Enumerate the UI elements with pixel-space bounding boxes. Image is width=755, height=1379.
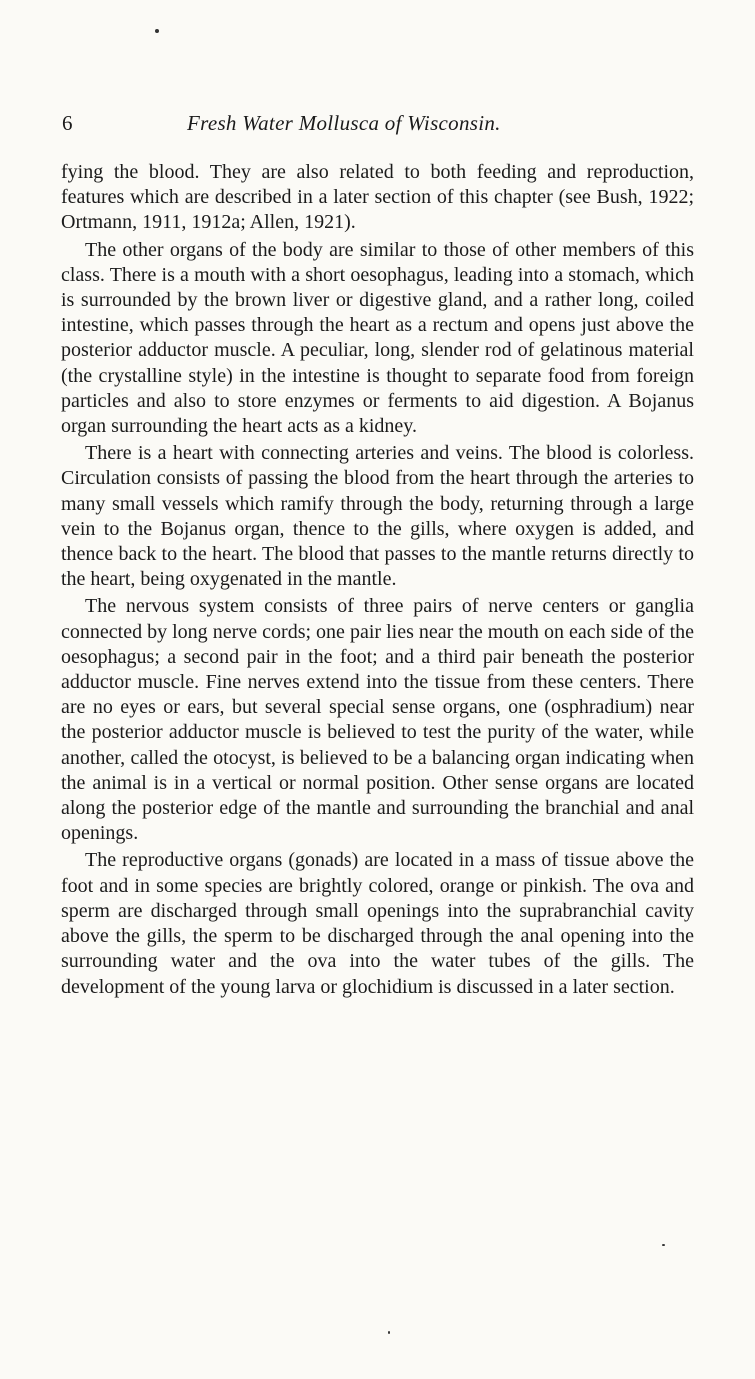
paragraph-nervous-system: The nervous system consists of three pairs of nerve centers or ganglia connected by long nerve cords; one pair lies near the mouth on each side of the oesophagus; a second pair in the foot; and a third pair beneath the posterior adductor muscle. Fine nerves extend into the tissue from these centers. There are no eyes or ears, but several special sense organs, one (osphradium) near the posterior adductor muscle is believed to test the purity of the water, while another, called the otocyst, is believed to be a balancing organ indicating when the animal is in a vertical or normal position. Other sense organs are located along the posterior edge of the mantle and surrounding the branchial and anal openings. xyxy=(61,595,694,845)
paragraph-other-organs: The other organs of the body are similar to those of other members of this class. There is a mouth with a short oesophagus, leading into a stomach, which is surrounded by the brown liver or digestive gland, and a rather long, coiled intestine, which passes through the heart as a rectum and opens just above the posterior adductor muscle. A peculiar, long, slender rod of gelatinous material (the crystalline style) in the intestine is thought to separate food from foreign particles and also to store enzymes or ferments to aid digestion. A Bojanus organ surrounding the heart acts as a kidney. xyxy=(61,238,694,438)
paragraph-circulation: There is a heart with connecting arteries and veins. The blood is colorless. Circulation consists of passing the blood from the heart through the arteries to many small vessels which ramify through the body, returning through a large vein to the Bojanus organ, thence to the gills, where oxygen is added, and thence back to the heart. The blood that passes to the mantle returns directly to the heart, being oxygenated in the mantle. xyxy=(61,442,694,591)
print-speck xyxy=(155,29,159,33)
paragraph-continuation: fying the blood. They are also related to both feeding and reproduction, features which are described in a later section of this chapter (see Bush, 1922; Ortmann, 1911, 1912a; Allen, 1921). xyxy=(61,161,694,234)
running-title: Fresh Water Mollusca of Wisconsin. xyxy=(187,111,501,135)
running-head xyxy=(62,108,694,138)
page-number: 6 xyxy=(62,111,73,135)
body-text xyxy=(61,160,694,1002)
print-speck xyxy=(388,1331,390,1334)
print-speck xyxy=(662,1244,665,1246)
paragraph-reproductive-organs: The reproductive organs (gonads) are located in a mass of tissue above the foot and in some species are brightly colored, orange or pinkish. The ova and sperm are discharged through small openings into the suprabranchial cavity above the gills, the sperm to be discharged through the anal opening into the surrounding water and the ova into the water tubes of the gills. The development of the young larva or glochidium is discussed in a later section. xyxy=(61,849,694,998)
